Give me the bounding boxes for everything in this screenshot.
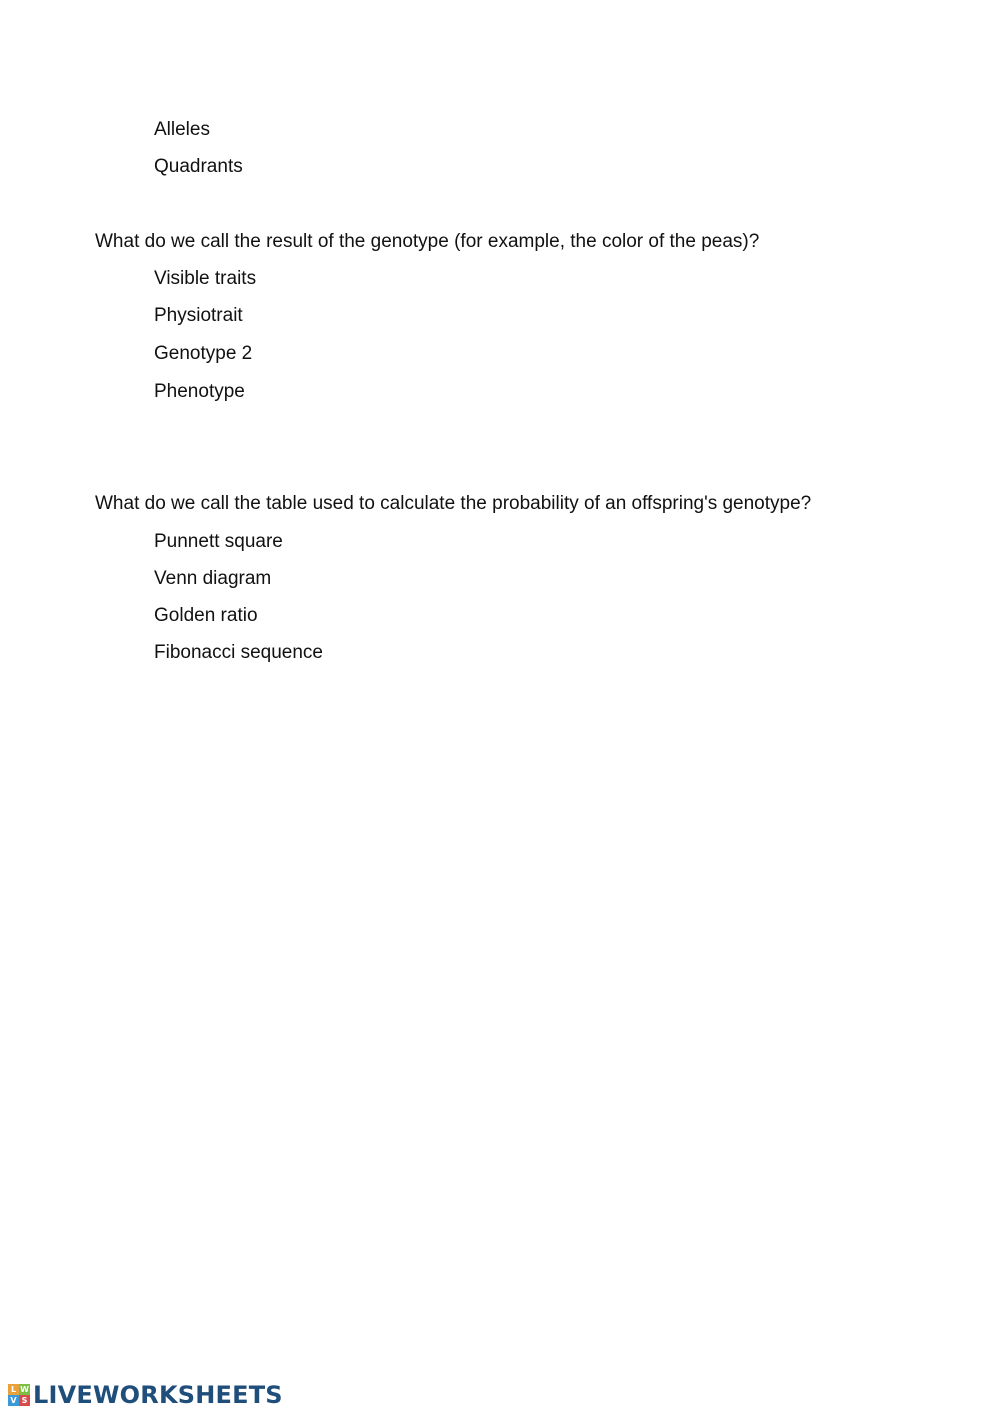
answer-option[interactable]: Punnett square [154, 531, 283, 552]
logo-letter: W [20, 1385, 29, 1394]
logo-letter: V [8, 1395, 19, 1406]
logo-mark-icon [8, 1384, 30, 1406]
logo-letter: S [19, 1395, 30, 1406]
liveworksheets-logo[interactable] [8, 1382, 283, 1408]
question-text: What do we call the result of the genotype (for example, the color of the peas)? [95, 231, 760, 252]
answer-option[interactable]: Quadrants [154, 156, 243, 177]
logo-text: LIVEWORKSHEETS [33, 1381, 283, 1409]
answer-option[interactable]: Visible traits [154, 268, 257, 289]
answer-option[interactable]: Golden ratio [154, 605, 258, 626]
answer-option[interactable]: Genotype 2 [154, 343, 253, 364]
question-text: What do we call the table used to calculate the probability of an offspring's genotype? [95, 493, 812, 514]
answer-option[interactable]: Fibonacci sequence [154, 642, 323, 663]
answer-option[interactable]: Physiotrait [154, 305, 243, 326]
logo-letter: L [8, 1384, 19, 1395]
answer-option[interactable]: Phenotype [154, 381, 245, 402]
answer-option[interactable]: Alleles [154, 119, 210, 140]
answer-option[interactable]: Venn diagram [154, 568, 272, 589]
